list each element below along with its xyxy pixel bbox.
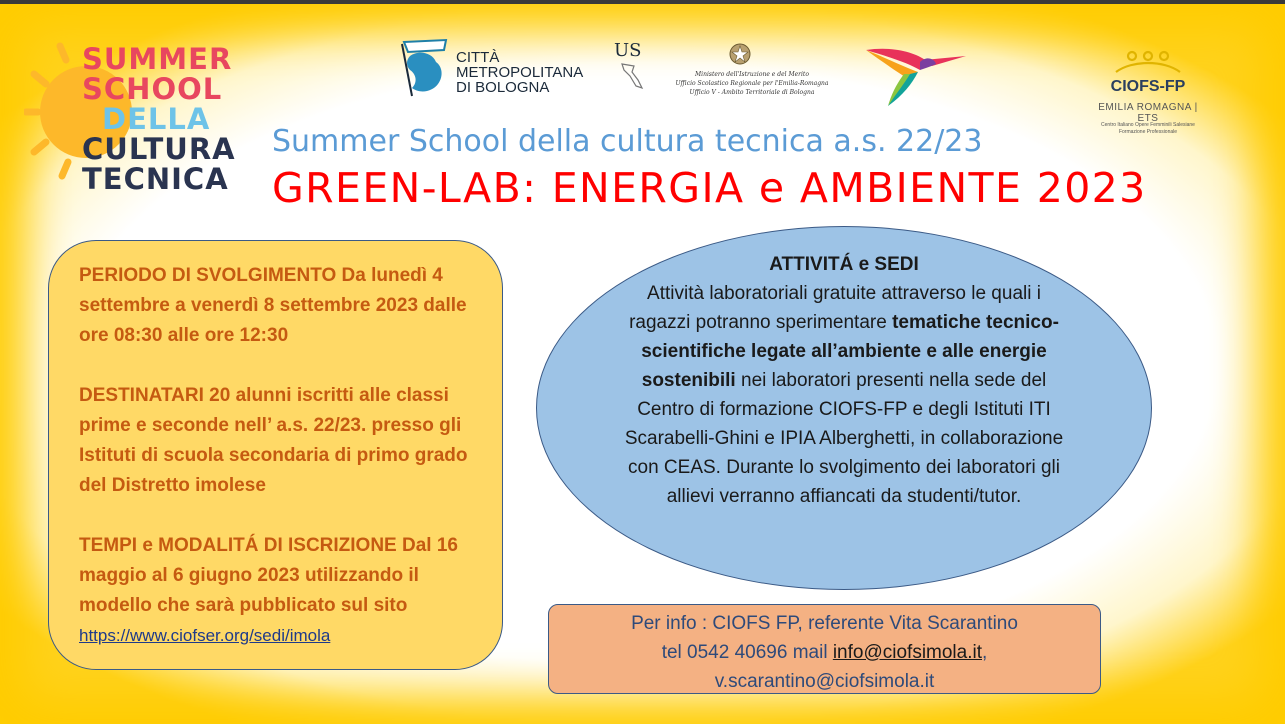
destinatari-text: DESTINATARI 20 alunni iscritti alle classi prime e seconde nell’ a.s. 22/23. presso gli Istituti di scuola secondaria di primo grado del Distretto imolese [79,385,468,496]
logo-text-line: Centro Italiano Opere Femminili Salesiane [1101,122,1195,128]
logo-text-line: CITTÀ [456,49,500,66]
info-contact-line: Per info : CIOFS FP, referente Vita Scarantino [631,613,1018,634]
logo-text-line: Ufficio V - Ambito Territoriale di Bologna [689,89,815,96]
hummingbird-logo-icon [862,44,970,110]
usr-text [672,70,832,97]
citta-metropolitana-logo [398,36,588,102]
citta-metropolitana-name [456,50,583,95]
info-comma: , [982,642,988,663]
tempi-text [79,531,480,651]
summer-school-logo [24,34,239,204]
activities-heading: ATTIVITÁ e SEDI [769,254,919,275]
summer-school-line: CULTURA [82,132,236,166]
logo-text-line: Ufficio Scolastico Regionale per l'Emilia-Romagna [675,80,829,87]
logo-text-line: Ministero dell'Istruzione e del Merito [695,71,809,78]
logo-text-line: DI BOLOGNA [456,79,550,96]
info-tel-line [549,638,1100,667]
page-title: GREEN-LAB: ENERGIA e AMBIENTE 2023 [272,164,1147,212]
info-box [548,604,1101,694]
summer-school-line: SUMMER [82,42,233,76]
info-email2[interactable]: v.scarantino@ciofsimola.it [714,671,935,692]
ciofs-name: CIOFS-FP [1110,78,1186,95]
ciofs-figures-icon [1088,46,1208,76]
page-subtitle: Summer School della cultura tecnica a.s. 22/23 [272,124,983,159]
registration-link[interactable]: https://www.ciofser.org/sedi/imola [79,626,331,645]
activities-text [616,250,1072,511]
italy-map-icon [616,62,646,92]
republic-emblem-icon [728,42,752,66]
tempi-label: TEMPI e MODALITÁ DI ISCRIZIONE Dal 16 maggio al 6 giugno 2023 utilizzando il modello che sarà pubblicato sul sito [79,535,458,616]
lion-emblem-icon [398,36,454,98]
flyer-slide [0,4,1285,724]
logo-text-line: Formazione Professionale [1118,129,1178,135]
logo-text-line: METROPOLITANA [456,64,584,81]
ciofs-logo [1088,46,1228,142]
usr-logo [612,40,832,104]
activities-highlight: tematiche tecnico-scientifiche legate all’ambiente e alle energie sostenibili [641,312,1059,391]
ciofs-description [1092,122,1204,136]
email-link[interactable]: info@ciofsimola.it [832,642,982,663]
activities-rest: nei laboratori presenti nella sede del Centro di formazione CIOFS-FP e degli Istituti ITI Scarabelli-Ghini e IPIA Alberghetti, in collaborazione con CEAS. Durante lo svolgimento dei laboratori gli allievi verranno affiancati da studenti/tutor. [624,370,1064,507]
usr-mark: US [614,40,642,61]
details-box [48,240,503,670]
summer-school-line: DELLA [102,102,211,136]
periodo-text: PERIODO DI SVOLGIMENTO Da lunedì 4 settembre a venerdì 8 settembre 2023 dalle ore 08:30 alle ore 12:30 [79,265,467,346]
activities-intro: Attività laboratoriali gratuite attraverso le quali i ragazzi potranno sperimentare [629,283,1041,333]
ciofs-region: EMILIA ROMAGNA | ETS [1098,102,1198,124]
summer-school-line: SCHOOL [82,72,223,106]
info-tel: tel 0542 40696 mail [661,642,833,663]
summer-school-line: TECNICA [82,162,229,196]
